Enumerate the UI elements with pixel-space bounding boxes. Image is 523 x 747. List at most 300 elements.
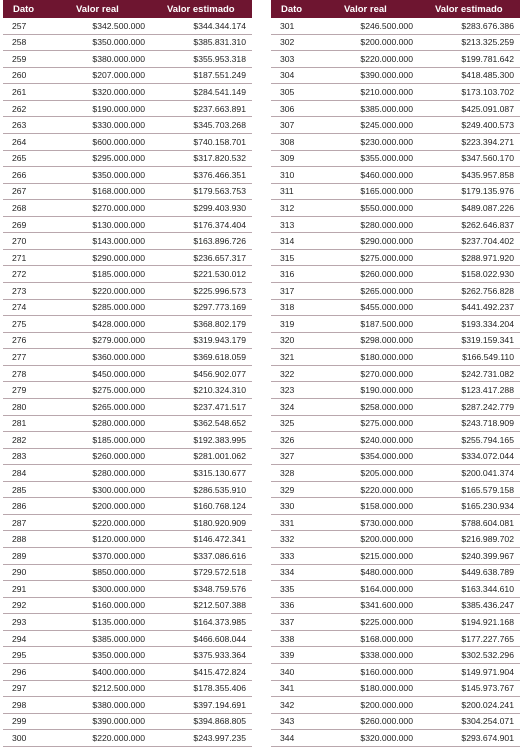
cell-dato: 258 bbox=[3, 34, 56, 51]
table-row bbox=[3, 133, 252, 150]
table-row bbox=[271, 84, 520, 101]
cell-valor-real: $246.500.000 bbox=[324, 18, 417, 34]
cell-valor-estimado: $166.549.110 bbox=[417, 349, 520, 366]
cell-valor-estimado: $149.971.904 bbox=[417, 663, 520, 680]
cell-dato: 329 bbox=[271, 481, 324, 498]
cell-valor-real: $270.000.000 bbox=[56, 200, 149, 217]
cell-dato: 271 bbox=[3, 249, 56, 266]
cell-valor-real: $600.000.000 bbox=[56, 133, 149, 150]
cell-valor-estimado: $319.159.341 bbox=[417, 332, 520, 349]
cell-valor-real: $350.000.000 bbox=[56, 34, 149, 51]
cell-dato: 273 bbox=[3, 283, 56, 300]
cell-dato: 287 bbox=[3, 514, 56, 531]
cell-valor-estimado: $302.532.296 bbox=[417, 647, 520, 664]
cell-valor-real: $190.000.000 bbox=[324, 382, 417, 399]
cell-valor-real: $260.000.000 bbox=[324, 713, 417, 730]
cell-dato: 325 bbox=[271, 415, 324, 432]
cell-dato: 297 bbox=[3, 680, 56, 697]
table-row bbox=[3, 67, 252, 84]
cell-valor-real: $550.000.000 bbox=[324, 200, 417, 217]
cell-valor-real: $260.000.000 bbox=[56, 448, 149, 465]
table-row bbox=[271, 498, 520, 515]
cell-valor-estimado: $334.072.044 bbox=[417, 448, 520, 465]
cell-valor-estimado: $177.227.765 bbox=[417, 630, 520, 647]
cell-dato: 311 bbox=[271, 183, 324, 200]
cell-valor-estimado: $397.194.691 bbox=[149, 697, 252, 714]
table-row bbox=[271, 663, 520, 680]
table-row bbox=[3, 216, 252, 233]
table-row bbox=[3, 697, 252, 714]
cell-dato: 283 bbox=[3, 448, 56, 465]
cell-valor-estimado: $146.472.341 bbox=[149, 531, 252, 548]
table-row bbox=[3, 548, 252, 565]
table-row bbox=[271, 415, 520, 432]
table-row bbox=[3, 249, 252, 266]
cell-dato: 309 bbox=[271, 150, 324, 167]
cell-valor-estimado: $200.024.241 bbox=[417, 697, 520, 714]
table-row bbox=[271, 233, 520, 250]
table-row bbox=[271, 514, 520, 531]
cell-valor-real: $455.000.000 bbox=[324, 299, 417, 316]
cell-valor-real: $330.000.000 bbox=[56, 117, 149, 134]
table-row bbox=[271, 51, 520, 68]
cell-dato: 299 bbox=[3, 713, 56, 730]
cell-valor-real: $320.000.000 bbox=[56, 84, 149, 101]
cell-valor-real: $390.000.000 bbox=[324, 67, 417, 84]
table-row bbox=[271, 266, 520, 283]
table-row bbox=[3, 663, 252, 680]
cell-dato: 290 bbox=[3, 564, 56, 581]
cell-dato: 293 bbox=[3, 614, 56, 631]
table-row bbox=[3, 680, 252, 697]
cell-dato: 324 bbox=[271, 398, 324, 415]
cell-valor-real: $300.000.000 bbox=[56, 581, 149, 598]
cell-dato: 336 bbox=[271, 597, 324, 614]
cell-valor-estimado: $337.086.616 bbox=[149, 548, 252, 565]
cell-dato: 342 bbox=[271, 697, 324, 714]
cell-valor-real: $298.000.000 bbox=[324, 332, 417, 349]
cell-dato: 314 bbox=[271, 233, 324, 250]
cell-valor-real: $220.000.000 bbox=[56, 730, 149, 747]
table-row bbox=[3, 713, 252, 730]
cell-dato: 322 bbox=[271, 365, 324, 382]
cell-valor-real: $260.000.000 bbox=[324, 266, 417, 283]
cell-valor-real: $220.000.000 bbox=[324, 51, 417, 68]
table-row bbox=[3, 18, 252, 34]
cell-valor-real: $160.000.000 bbox=[56, 597, 149, 614]
cell-valor-real: $168.000.000 bbox=[324, 630, 417, 647]
cell-valor-real: $135.000.000 bbox=[56, 614, 149, 631]
cell-dato: 328 bbox=[271, 465, 324, 482]
cell-valor-estimado: $216.989.702 bbox=[417, 531, 520, 548]
cell-dato: 310 bbox=[271, 167, 324, 184]
cell-valor-real: $385.000.000 bbox=[324, 100, 417, 117]
cell-valor-real: $290.000.000 bbox=[324, 233, 417, 250]
table-row bbox=[271, 349, 520, 366]
right-data-table bbox=[271, 0, 520, 747]
cell-dato: 316 bbox=[271, 266, 324, 283]
cell-valor-real: $187.500.000 bbox=[324, 316, 417, 333]
cell-valor-estimado: $213.325.259 bbox=[417, 34, 520, 51]
cell-dato: 260 bbox=[3, 67, 56, 84]
cell-valor-estimado: $199.781.642 bbox=[417, 51, 520, 68]
cell-valor-real: $270.000.000 bbox=[324, 365, 417, 382]
table-row bbox=[271, 614, 520, 631]
cell-valor-estimado: $418.485.300 bbox=[417, 67, 520, 84]
header-valor-real: Valor real bbox=[324, 0, 417, 18]
table-row bbox=[3, 581, 252, 598]
cell-valor-real: $385.000.000 bbox=[56, 630, 149, 647]
cell-dato: 257 bbox=[3, 18, 56, 34]
cell-valor-estimado: $236.657.317 bbox=[149, 249, 252, 266]
cell-valor-real: $185.000.000 bbox=[56, 266, 149, 283]
table-row bbox=[271, 283, 520, 300]
cell-dato: 326 bbox=[271, 432, 324, 449]
cell-valor-estimado: $435.957.858 bbox=[417, 167, 520, 184]
cell-valor-estimado: $299.403.930 bbox=[149, 200, 252, 217]
cell-valor-real: $450.000.000 bbox=[56, 365, 149, 382]
cell-dato: 292 bbox=[3, 597, 56, 614]
table-row bbox=[271, 630, 520, 647]
cell-valor-estimado: $165.579.158 bbox=[417, 481, 520, 498]
cell-dato: 303 bbox=[271, 51, 324, 68]
cell-valor-real: $210.000.000 bbox=[324, 84, 417, 101]
table-row bbox=[3, 332, 252, 349]
cell-valor-real: $460.000.000 bbox=[324, 167, 417, 184]
cell-valor-estimado: $286.535.910 bbox=[149, 481, 252, 498]
cell-dato: 262 bbox=[3, 100, 56, 117]
cell-valor-real: $200.000.000 bbox=[324, 34, 417, 51]
cell-dato: 277 bbox=[3, 349, 56, 366]
cell-valor-estimado: $180.920.909 bbox=[149, 514, 252, 531]
cell-dato: 304 bbox=[271, 67, 324, 84]
cell-valor-real: $338.000.000 bbox=[324, 647, 417, 664]
cell-valor-estimado: $243.997.235 bbox=[149, 730, 252, 747]
table-row bbox=[3, 34, 252, 51]
cell-dato: 286 bbox=[3, 498, 56, 515]
cell-valor-estimado: $729.572.518 bbox=[149, 564, 252, 581]
cell-valor-real: $285.000.000 bbox=[56, 299, 149, 316]
table-row bbox=[271, 382, 520, 399]
cell-dato: 301 bbox=[271, 18, 324, 34]
cell-valor-estimado: $255.794.165 bbox=[417, 432, 520, 449]
table-row bbox=[271, 564, 520, 581]
cell-valor-real: $265.000.000 bbox=[324, 283, 417, 300]
table-row bbox=[3, 51, 252, 68]
cell-dato: 285 bbox=[3, 481, 56, 498]
cell-valor-estimado: $456.902.077 bbox=[149, 365, 252, 382]
cell-dato: 307 bbox=[271, 117, 324, 134]
cell-valor-estimado: $221.530.012 bbox=[149, 266, 252, 283]
cell-valor-estimado: $376.466.351 bbox=[149, 167, 252, 184]
cell-dato: 289 bbox=[3, 548, 56, 565]
cell-valor-real: $220.000.000 bbox=[56, 283, 149, 300]
cell-valor-estimado: $287.242.779 bbox=[417, 398, 520, 415]
table-row bbox=[3, 283, 252, 300]
cell-valor-real: $342.500.000 bbox=[56, 18, 149, 34]
cell-valor-real: $130.000.000 bbox=[56, 216, 149, 233]
cell-dato: 282 bbox=[3, 432, 56, 449]
cell-valor-estimado: $173.103.702 bbox=[417, 84, 520, 101]
cell-valor-estimado: $345.703.268 bbox=[149, 117, 252, 134]
table-row bbox=[271, 18, 520, 34]
cell-dato: 279 bbox=[3, 382, 56, 399]
cell-valor-estimado: $212.507.388 bbox=[149, 597, 252, 614]
cell-valor-estimado: $237.471.517 bbox=[149, 398, 252, 415]
cell-dato: 317 bbox=[271, 283, 324, 300]
cell-dato: 305 bbox=[271, 84, 324, 101]
table-row bbox=[271, 713, 520, 730]
cell-valor-real: $390.000.000 bbox=[56, 713, 149, 730]
cell-dato: 259 bbox=[3, 51, 56, 68]
table-row bbox=[271, 100, 520, 117]
cell-dato: 269 bbox=[3, 216, 56, 233]
table-row bbox=[3, 597, 252, 614]
cell-valor-estimado: $293.674.901 bbox=[417, 730, 520, 747]
cell-valor-estimado: $347.560.170 bbox=[417, 150, 520, 167]
cell-valor-real: $207.000.000 bbox=[56, 67, 149, 84]
table-row bbox=[3, 84, 252, 101]
table-row bbox=[271, 730, 520, 747]
cell-valor-estimado: $385.436.247 bbox=[417, 597, 520, 614]
cell-dato: 341 bbox=[271, 680, 324, 697]
cell-dato: 268 bbox=[3, 200, 56, 217]
table-row bbox=[271, 581, 520, 598]
table-row bbox=[271, 216, 520, 233]
cell-valor-estimado: $249.400.573 bbox=[417, 117, 520, 134]
table-row bbox=[271, 448, 520, 465]
cell-dato: 272 bbox=[3, 266, 56, 283]
cell-valor-estimado: $240.399.967 bbox=[417, 548, 520, 565]
table-row bbox=[271, 332, 520, 349]
cell-dato: 320 bbox=[271, 332, 324, 349]
cell-valor-estimado: $394.868.805 bbox=[149, 713, 252, 730]
cell-valor-real: $240.000.000 bbox=[324, 432, 417, 449]
table-row bbox=[271, 316, 520, 333]
cell-dato: 300 bbox=[3, 730, 56, 747]
cell-valor-estimado: $262.646.837 bbox=[417, 216, 520, 233]
table-row bbox=[3, 299, 252, 316]
cell-valor-real: $280.000.000 bbox=[56, 415, 149, 432]
header-valor-real: Valor real bbox=[56, 0, 149, 18]
cell-valor-estimado: $288.971.920 bbox=[417, 249, 520, 266]
cell-valor-estimado: $362.548.652 bbox=[149, 415, 252, 432]
cell-valor-real: $258.000.000 bbox=[324, 398, 417, 415]
table-row bbox=[271, 697, 520, 714]
cell-valor-estimado: $262.756.828 bbox=[417, 283, 520, 300]
cell-valor-estimado: $284.541.149 bbox=[149, 84, 252, 101]
table-row bbox=[3, 167, 252, 184]
cell-valor-real: $354.000.000 bbox=[324, 448, 417, 465]
cell-dato: 288 bbox=[3, 531, 56, 548]
table-row bbox=[271, 481, 520, 498]
cell-valor-estimado: $489.087.226 bbox=[417, 200, 520, 217]
header-row bbox=[3, 0, 252, 18]
cell-valor-real: $279.000.000 bbox=[56, 332, 149, 349]
table-row bbox=[3, 647, 252, 664]
table-row bbox=[3, 200, 252, 217]
table-row bbox=[3, 481, 252, 498]
cell-valor-real: $280.000.000 bbox=[324, 216, 417, 233]
table-row bbox=[271, 365, 520, 382]
cell-dato: 337 bbox=[271, 614, 324, 631]
cell-valor-real: $428.000.000 bbox=[56, 316, 149, 333]
cell-valor-estimado: $210.324.310 bbox=[149, 382, 252, 399]
cell-valor-estimado: $375.933.364 bbox=[149, 647, 252, 664]
right-table-body bbox=[271, 18, 520, 746]
cell-valor-real: $220.000.000 bbox=[56, 514, 149, 531]
table-row bbox=[271, 531, 520, 548]
cell-valor-real: $245.000.000 bbox=[324, 117, 417, 134]
cell-dato: 270 bbox=[3, 233, 56, 250]
cell-dato: 284 bbox=[3, 465, 56, 482]
cell-valor-real: $168.000.000 bbox=[56, 183, 149, 200]
cell-valor-real: $370.000.000 bbox=[56, 548, 149, 565]
header-dato: Dato bbox=[3, 0, 56, 18]
table-row bbox=[271, 133, 520, 150]
cell-valor-estimado: $237.663.891 bbox=[149, 100, 252, 117]
header-row bbox=[271, 0, 520, 18]
table-row bbox=[3, 564, 252, 581]
cell-valor-real: $160.000.000 bbox=[324, 663, 417, 680]
table-row bbox=[271, 67, 520, 84]
cell-valor-estimado: $194.921.168 bbox=[417, 614, 520, 631]
header-valor-estimado: Valor estimado bbox=[417, 0, 520, 18]
cell-valor-estimado: $243.718.909 bbox=[417, 415, 520, 432]
cell-valor-estimado: $344.344.174 bbox=[149, 18, 252, 34]
cell-valor-real: $275.000.000 bbox=[324, 249, 417, 266]
cell-valor-real: $120.000.000 bbox=[56, 531, 149, 548]
cell-valor-real: $380.000.000 bbox=[56, 697, 149, 714]
table-row bbox=[3, 614, 252, 631]
cell-valor-real: $350.000.000 bbox=[56, 167, 149, 184]
cell-valor-estimado: $415.472.824 bbox=[149, 663, 252, 680]
cell-dato: 308 bbox=[271, 133, 324, 150]
cell-valor-estimado: $158.022.930 bbox=[417, 266, 520, 283]
cell-dato: 291 bbox=[3, 581, 56, 598]
cell-dato: 312 bbox=[271, 200, 324, 217]
cell-valor-real: $200.000.000 bbox=[324, 531, 417, 548]
cell-valor-estimado: $369.618.059 bbox=[149, 349, 252, 366]
cell-valor-real: $355.000.000 bbox=[324, 150, 417, 167]
table-row bbox=[271, 647, 520, 664]
cell-dato: 302 bbox=[271, 34, 324, 51]
table-row bbox=[271, 398, 520, 415]
cell-dato: 343 bbox=[271, 713, 324, 730]
cell-valor-real: $215.000.000 bbox=[324, 548, 417, 565]
cell-valor-real: $730.000.000 bbox=[324, 514, 417, 531]
cell-dato: 315 bbox=[271, 249, 324, 266]
cell-valor-real: $400.000.000 bbox=[56, 663, 149, 680]
cell-valor-estimado: $237.704.402 bbox=[417, 233, 520, 250]
cell-dato: 306 bbox=[271, 100, 324, 117]
cell-valor-real: $480.000.000 bbox=[324, 564, 417, 581]
cell-dato: 313 bbox=[271, 216, 324, 233]
cell-valor-estimado: $123.417.288 bbox=[417, 382, 520, 399]
cell-valor-estimado: $179.563.753 bbox=[149, 183, 252, 200]
cell-dato: 264 bbox=[3, 133, 56, 150]
cell-dato: 338 bbox=[271, 630, 324, 647]
table-row bbox=[3, 531, 252, 548]
cell-valor-estimado: $223.394.271 bbox=[417, 133, 520, 150]
table-row bbox=[3, 349, 252, 366]
table-row bbox=[3, 398, 252, 415]
cell-valor-real: $180.000.000 bbox=[324, 349, 417, 366]
cell-valor-real: $275.000.000 bbox=[56, 382, 149, 399]
table-row bbox=[271, 597, 520, 614]
cell-dato: 333 bbox=[271, 548, 324, 565]
cell-valor-real: $850.000.000 bbox=[56, 564, 149, 581]
cell-valor-real: $200.000.000 bbox=[56, 498, 149, 515]
table-row bbox=[3, 233, 252, 250]
cell-dato: 263 bbox=[3, 117, 56, 134]
left-table-body bbox=[3, 18, 252, 746]
cell-valor-real: $341.600.000 bbox=[324, 597, 417, 614]
cell-valor-real: $280.000.000 bbox=[56, 465, 149, 482]
cell-valor-estimado: $283.676.386 bbox=[417, 18, 520, 34]
left-data-table bbox=[3, 0, 252, 747]
header-dato: Dato bbox=[271, 0, 324, 18]
cell-dato: 332 bbox=[271, 531, 324, 548]
cell-valor-estimado: $441.492.237 bbox=[417, 299, 520, 316]
cell-valor-real: $165.000.000 bbox=[324, 183, 417, 200]
cell-valor-real: $164.000.000 bbox=[324, 581, 417, 598]
table-row bbox=[271, 117, 520, 134]
table-row bbox=[3, 465, 252, 482]
cell-valor-real: $275.000.000 bbox=[324, 415, 417, 432]
cell-dato: 335 bbox=[271, 581, 324, 598]
cell-valor-estimado: $740.158.701 bbox=[149, 133, 252, 150]
cell-dato: 331 bbox=[271, 514, 324, 531]
table-row bbox=[271, 34, 520, 51]
cell-dato: 330 bbox=[271, 498, 324, 515]
header-valor-estimado: Valor estimado bbox=[149, 0, 252, 18]
table-row bbox=[271, 167, 520, 184]
table-row bbox=[3, 448, 252, 465]
cell-valor-estimado: $163.896.726 bbox=[149, 233, 252, 250]
cell-dato: 274 bbox=[3, 299, 56, 316]
cell-valor-real: $143.000.000 bbox=[56, 233, 149, 250]
cell-valor-real: $158.000.000 bbox=[324, 498, 417, 515]
table-row bbox=[3, 382, 252, 399]
table-row bbox=[271, 200, 520, 217]
cell-valor-real: $380.000.000 bbox=[56, 51, 149, 68]
table-row bbox=[3, 266, 252, 283]
cell-dato: 267 bbox=[3, 183, 56, 200]
cell-dato: 296 bbox=[3, 663, 56, 680]
cell-valor-estimado: $163.344.610 bbox=[417, 581, 520, 598]
table-row bbox=[3, 100, 252, 117]
cell-valor-estimado: $449.638.789 bbox=[417, 564, 520, 581]
table-row bbox=[3, 150, 252, 167]
table-row bbox=[3, 316, 252, 333]
cell-valor-estimado: $242.731.082 bbox=[417, 365, 520, 382]
cell-valor-estimado: $192.383.995 bbox=[149, 432, 252, 449]
cell-valor-estimado: $178.355.406 bbox=[149, 680, 252, 697]
table-row bbox=[271, 432, 520, 449]
cell-valor-estimado: $425.091.087 bbox=[417, 100, 520, 117]
table-row bbox=[3, 432, 252, 449]
cell-valor-estimado: $225.996.573 bbox=[149, 283, 252, 300]
cell-valor-real: $185.000.000 bbox=[56, 432, 149, 449]
cell-valor-estimado: $315.130.677 bbox=[149, 465, 252, 482]
cell-valor-real: $200.000.000 bbox=[324, 697, 417, 714]
cell-valor-estimado: $304.254.071 bbox=[417, 713, 520, 730]
cell-dato: 265 bbox=[3, 150, 56, 167]
cell-valor-estimado: $348.759.576 bbox=[149, 581, 252, 598]
table-row bbox=[271, 680, 520, 697]
cell-dato: 318 bbox=[271, 299, 324, 316]
